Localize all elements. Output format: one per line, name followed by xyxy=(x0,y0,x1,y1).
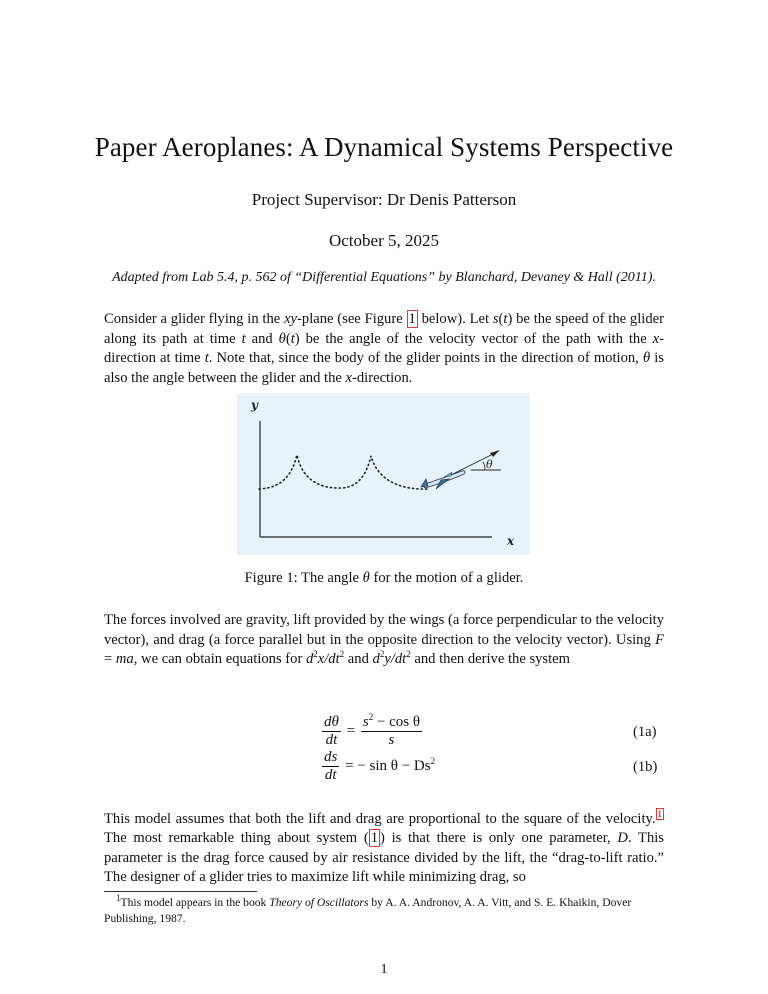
theta-label: θ xyxy=(486,458,493,471)
intro-paragraph: Consider a glider flying in the xy-plane (see Figure 1 below). Let s(t) be the speed of the glider along its path at time t and θ(t) be the angle of the velocity vector of the path with the x-direction at time t. Note that, since the body of the glider points in the direction of motion, θ is also the angle between the glider and the x-direction. xyxy=(104,311,665,386)
glider-diagram xyxy=(237,393,530,555)
x-axis-label: x xyxy=(507,534,515,548)
dtheta-dt: $\frac{d\theta}{dt}$ xyxy=(324,714,339,748)
page-number: 1 xyxy=(380,962,388,977)
ds-dt: $\frac{ds}{dt}$ xyxy=(324,749,338,783)
y-axis-label: y xyxy=(251,398,258,412)
glider-path xyxy=(259,455,427,489)
angle-arc xyxy=(483,462,485,470)
equation-1b-number: (1b) xyxy=(633,759,658,775)
equation-1a-number: (1a) xyxy=(633,724,657,740)
glider-icon xyxy=(421,471,465,489)
footnote-rule xyxy=(104,891,257,892)
velocity-arrowhead xyxy=(490,450,500,457)
equation-link[interactable]: 1 xyxy=(370,830,379,847)
figure-link[interactable]: 1 xyxy=(408,311,416,327)
footnote: $^1$This model appears in the book Theory of Oscillators by A. A. Andronov, A. A. Vitt, and S. E. Khaikin, Dover Publishing, 1987. xyxy=(104,893,632,925)
model-paragraph: This model assumes that both the lift and drag are proportional to the square of the velocity. $^1$ The most remarkable thing about system ( 1 ) is that there is only one parameter, D. This parameter is the drag force caused by air resistance divided by the lift, the “drag-to-lift ratio.” The designer of a glider tries to maximize lift while minimizing drag, so xyxy=(104,809,664,886)
forces-paragraph: The forces involved are gravity, lift provided by the wings (a force perpendicular to the velocity vector), and drag (a force parallel but in the opposite direction to the velocity vector). Using F = ma, we can obtain equations for $d^2x/dt^2$ and $d^2y/dt^2$ and then derive the system xyxy=(104,612,664,667)
glider-figure xyxy=(237,393,530,555)
figure-caption: Figure 1: The angle θ for the motion of a glider. xyxy=(244,570,524,586)
equation-1b: $\frac{ds}{dt}$ = − $\sin \theta - Ds^2$ xyxy=(324,749,436,783)
footnote-link[interactable]: 1 xyxy=(657,809,662,819)
equation-1a: $\frac{d\theta}{dt}$ = $\frac{s^2 - \cos \theta}{s}$ xyxy=(324,712,421,748)
eq1a-rhs: $\frac{s^2 - \cos \theta}{s}$ xyxy=(362,712,421,748)
supervisor-line: Project Supervisor: Dr Denis Patterson xyxy=(251,190,517,209)
adapted-note: Adapted from Lab 5.4, p. 562 of “Differential Equations” by Blanchard, Devaney & Hall (2011). xyxy=(112,270,656,285)
paper-title: Paper Aeroplanes: A Dynamical Systems Perspective xyxy=(94,132,674,162)
date-line: October 5, 2025 xyxy=(328,231,439,250)
